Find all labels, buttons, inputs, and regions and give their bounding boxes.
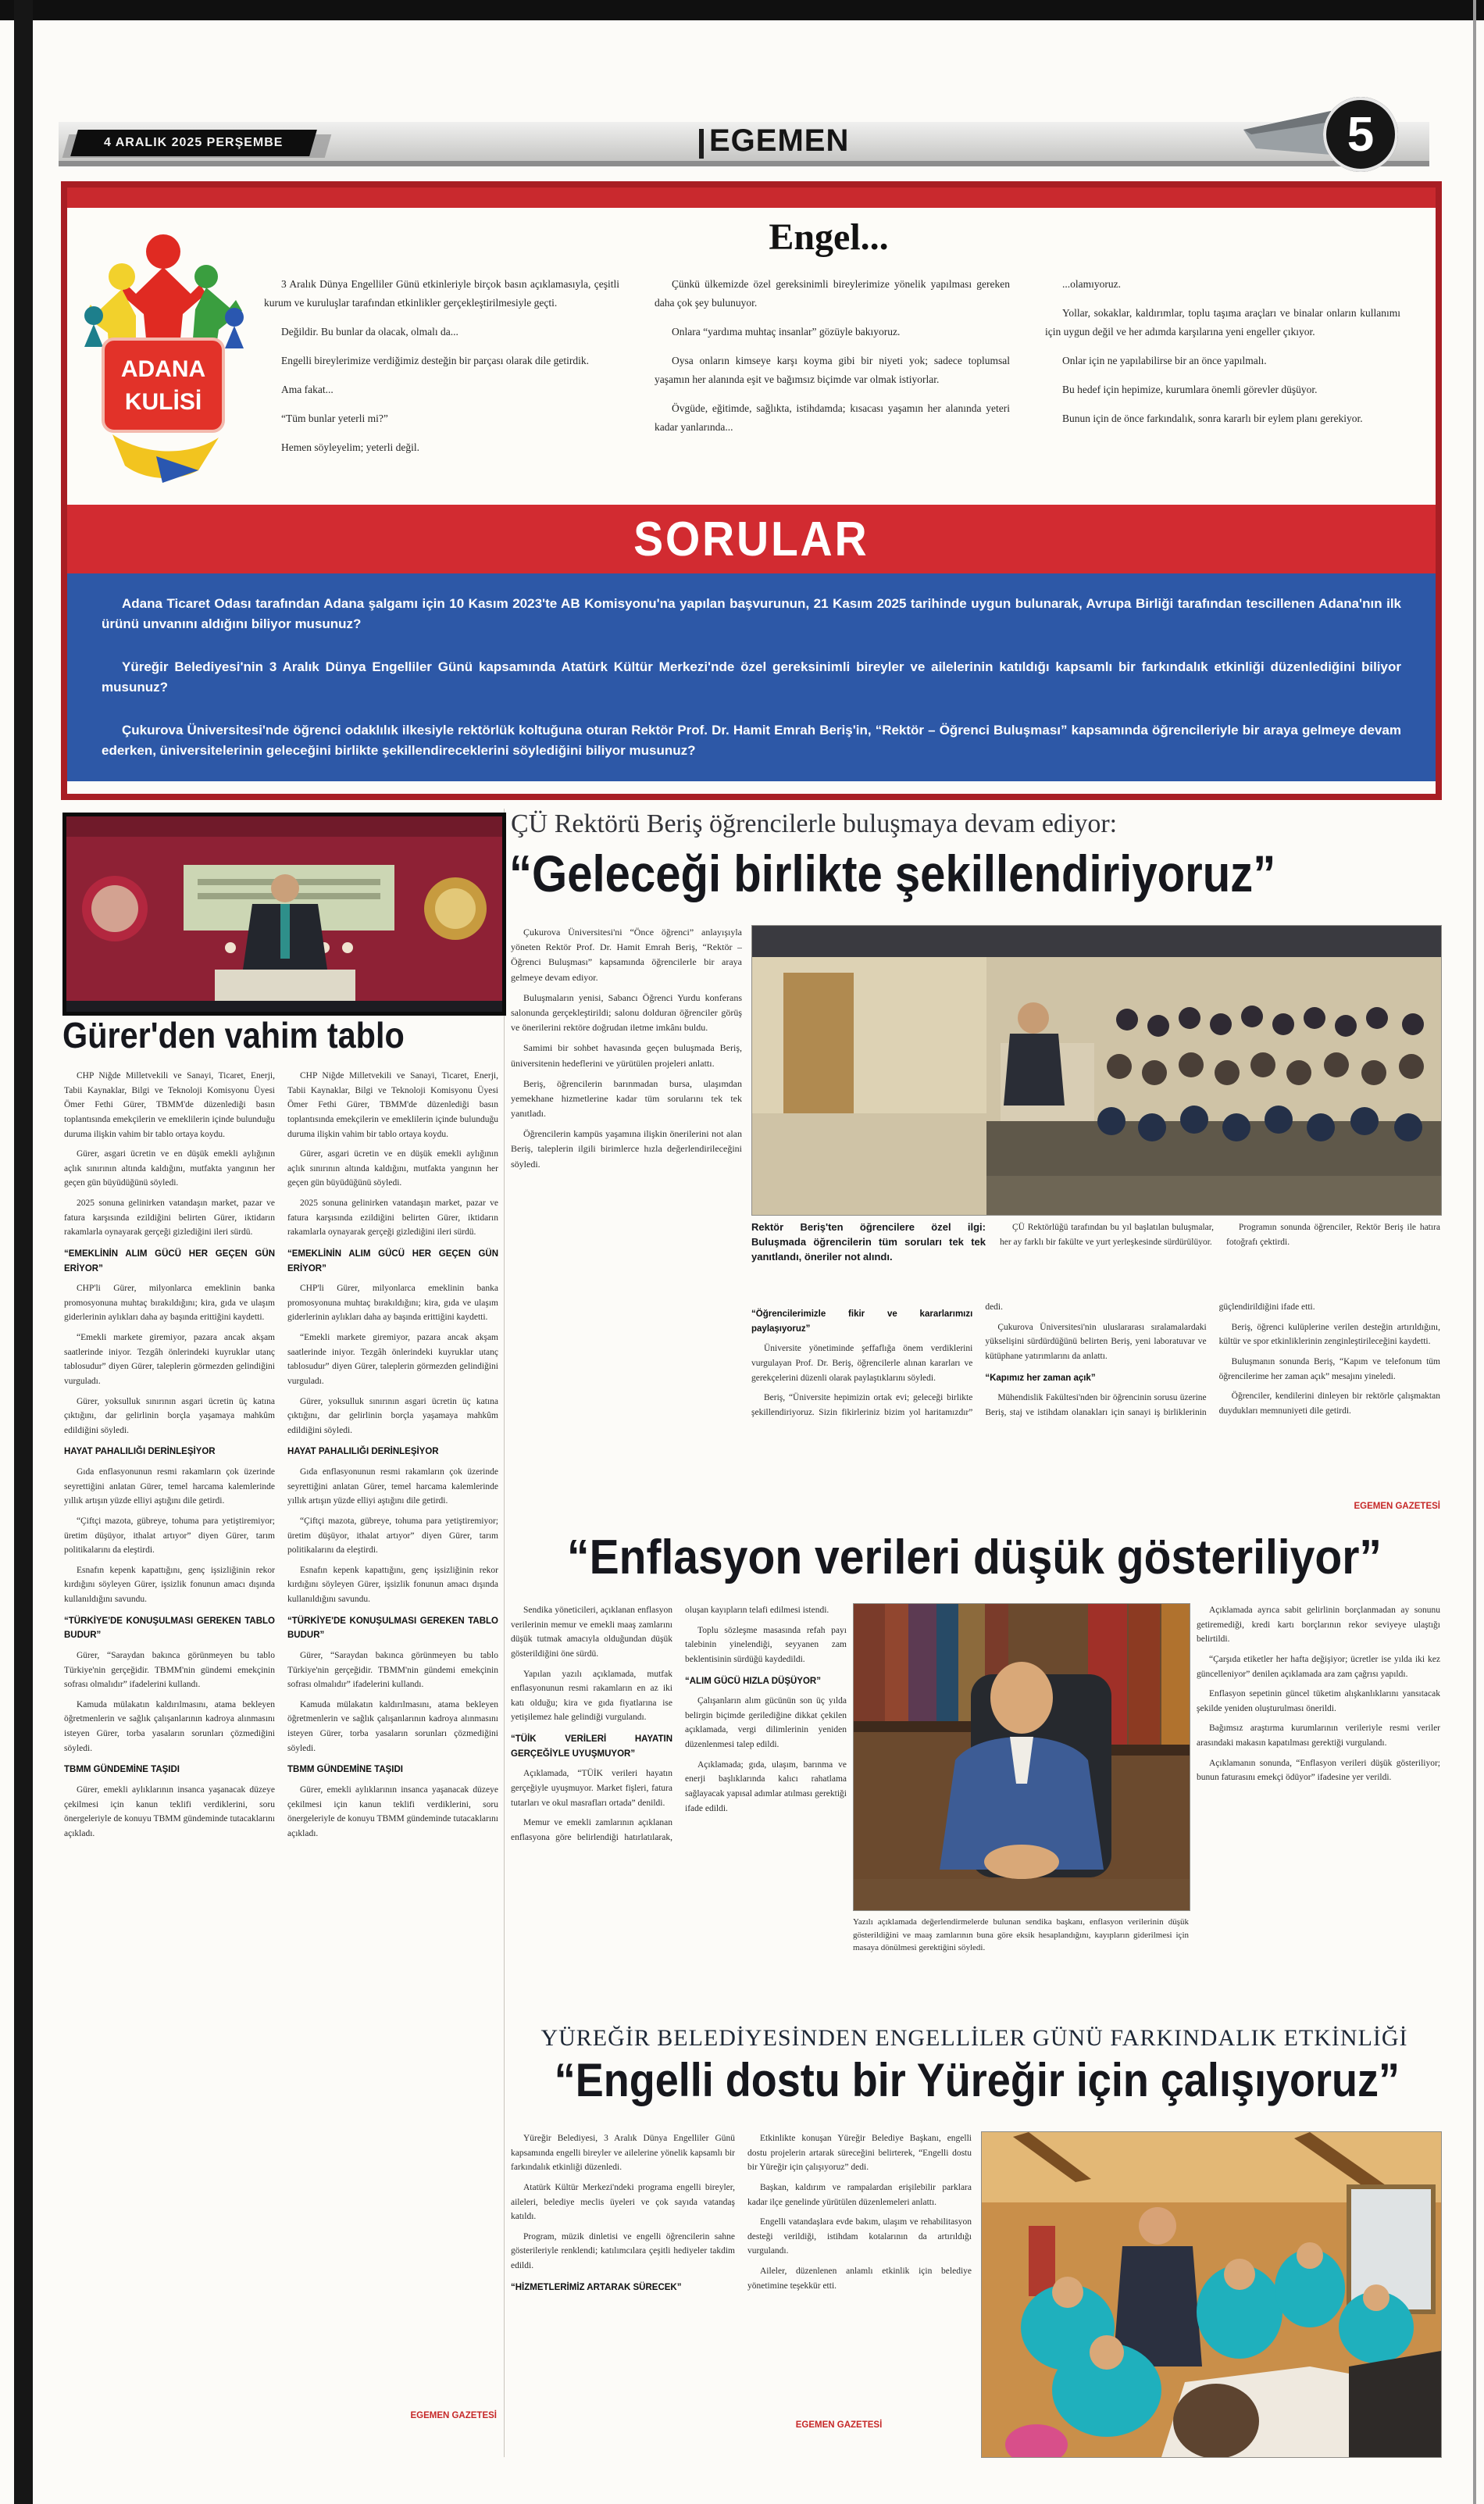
masthead-divider (699, 129, 704, 159)
page-left-border (14, 0, 33, 2504)
enflasyon-right-column: Açıklamada ayrıca sabit gelirlinin borçlanmadan ay sonunu getiremediği, kredi kartı borçlarının rekor seviyeye ulaştığı belirtildi. “Çarşıda etiketler her hafta değişiyor; ücretler ise yılda iki kez güncelleniyor” denilen açıklamada ara zam çağrısı yapıldı. Enflasyon sepetinin güncel tüketim alışkanlıklarını yansıtacak şekilde yeniden oluşturulması önerildi. Bağımsız araştırma kurumlarının verileriyle resmi veriler arasındaki makasın kapatılması gerektiği vurgulandı. Açıklamanın sonunda, “Enflasyon verileri düşük gösteriliyor; bunun faturasını emekçi ödüyor” ifadesine yer verildi. (1197, 1606, 1440, 1783)
gelecek-photo-caption: Rektör Beriş'ten öğrencilere özel ilgi: Buluşmada öğrencilerin tüm soruları tek tek yanıtlandı, öneriler not alındı. (751, 1221, 986, 1263)
gelecek-kicker: ÇÜ Rektörü Beriş öğrencilerle buluşmaya devam ediyor: (511, 809, 1118, 838)
yuregir-body: Yüreğir Belediyesi, 3 Aralık Dünya Engelliler Günü kapsamında engelli bireyler ve ailelerine yönelik kapsamlı bir farkındalık etkinliği düzenledi. Atatürk Kültür Merkezi'ndeki programa engelli bireyler, aileleri, belediye meclis üyeleri ve çok sayıda vatandaş katıldı. Program, müzik dinletisi ve engelli öğrencilerin sahne gösterileriyle renklendi; katılımcılara çeşitli hediyeler takdim edildi. “HİZMETLERİMİZ ARTARAK SÜRECEK” Etkinlikte konuşan Yüreğir Belediye Başkanı, engelli dostu projelerin artarak süreceğini belirterek, “Engelli dostu bir Yüreğir için çalışıyoruz” dedi. Başkan, kaldırım ve rampalardan erişilebilir parklara kadar ilçe genelinde yürütülen düzenlemeleri anlattı. Engelli vatandaşlara evde bakım, ulaşım ve rehabilitasyon desteği verildiği, istihdam kotalarının da artırıldığı vurgulandı. Aileler, düzenlenen anlamlı etkinlik için belediye yönetimine teşekkür etti. (511, 2134, 972, 2292)
logo-text-line2: KULİSİ (124, 389, 202, 415)
sorular-title: SORULAR (633, 512, 869, 566)
engel-column-1: 3 Aralık Dünya Engelliler Günü etkinleriyle birçok basın açıklamasıyla, çeşitli kurum ve kuruluşlar tarafından etkinlikler gerçekleştirilmesiyle geçti. Değildir. Bu bunlar da olacak, olmalı da... Engelli bireylerimize verdiğimiz desteğin bir parçası olarak dile getirdik. Ama fakat... “Tüm bunlar yeterli mi?” Hemen söyleyelim; yeterli değil. (264, 278, 619, 454)
yuregir-source: EGEMEN GAZETESİ (795, 2420, 883, 2430)
gurer-body: CHP Niğde Milletvekili ve Sanayi, Ticaret, Enerji, Tabii Kaynaklar, Bilgi ve Teknoloji Komisyonu Üyesi Ömer Fethi Gürer, TBMM'de düzenlediği basın toplantısında emekçilerin ve emeklilerin içinde bulunduğu duruma ilişkin vahim bir tablo ortaya koydu. Gürer, asgari ücretin ve en düşük emekli aylığının açlık sınırının altında kaldığını, mutfakta yangının her geçen gün büyüdüğünü söyledi. 2025 sonuna gelinirken vatandaşın market, pazar ve fatura karşısında ezildiğini belirten Gürer, iktidarın rakamlarla oynayarak gerçeği gizlediğini ileri sürdü. “EMEKLİNİN ALIM GÜCÜ HER GEÇEN GÜN ERİYOR” CHP'li Gürer, milyonlarca emeklinin banka promosyonuna muhtaç bırakıldığını; kira, gıda ve ulaşım giderlerinin aylıkları daha ay başında erittiğini kaydetti. “Emekli markete giremiyor, pazara ancak akşam saatlerinde iniyor. Tezgâh önlerindeki kuyruklar utanç tablosudur” diyen Gürer, taleplerin görmezden gelindiğini vurguladı. Gürer, yoksulluk sınırının asgari ücretin üç katına çıktığını, dar gelirlinin borçla yaşamaya mahkûm edildiğini söyledi. HAYAT PAHALILIĞI DERİNLEŞİYOR Gıda enflasyonunun resmi rakamların çok üzerinde seyrettiğini anlatan Gürer, temel harcama kalemlerinde yıllık artışın yüzde elliyi aştığını dile getirdi. “Çiftçi mazota, gübreye, tohuma para yetiştiremiyor; üretim düşüyor, ithalat artıyor” diyen Gürer, tarım politikalarını da eleştirdi. Esnafın kepenk kapattığını, genç işsizliğinin rekor kırdığını söyleyen Gürer, işsizlik fonunun amacı dışında kullanıldığını savundu. “TÜRKİYE'DE KONUŞULMASI GEREKEN TABLO BUDUR” Gürer, “Saraydan bakınca görünmeyen bu tablo Türkiye'nin gerçeğidir. TBMM'nin gündemi emekçinin sofrası olmalıdır” ifadelerini kullandı. Kamuda mülakatın kaldırılmasını, atama bekleyen öğretmenlerin ve sağlık çalışanlarının kadroya alınmasını isteyen Gürer, torba yasaların sorunları çözmediğini söyledi. TBMM GÜNDEMİNE TAŞIDI Gürer, emekli aylıklarının insanca yaşanacak düzeye çekilmesi için kanun teklifi verdiklerini, soru önergeleriyle de konuyu TBMM gündeminde tutacaklarını açıkladı. CHP Niğde Milletvekili ve Sanayi, Ticaret, Enerji, Tabii Kaynaklar, Bilgi ve Teknoloji Komisyonu Üyesi Ömer Fethi Gürer, TBMM'de düzenlediği basın toplantısında emekçilerin ve emeklilerin içinde bulunduğu duruma ilişkin vahim bir tablo ortaya koydu. Gürer, asgari ücretin ve en düşük emekli aylığının açlık sınırının altında kaldığını, mutfakta yangının her geçen gün büyüdüğünü söyledi. 2025 sonuna gelinirken vatandaşın market, pazar ve fatura karşısında ezildiğini belirten Gürer, iktidarın rakamlarla oynayarak gerçeği gizlediğini ileri sürdü. “EMEKLİNİN ALIM GÜCÜ HER GEÇEN GÜN ERİYOR” CHP'li Gürer, milyonlarca emeklinin banka promosyonuna muhtaç bırakıldığını; kira, gıda ve ulaşım giderlerinin aylıkları daha ay başında erittiğini kaydetti. “Emekli markete giremiyor, pazara ancak akşam saatlerinde iniyor. Tezgâh önlerindeki kuyruklar utanç tablosudur” diyen Gürer, taleplerin görmezden gelindiğini vurguladı. Gürer, yoksulluk sınırının asgari ücretin üç katına çıktığını, dar gelirlinin borçla yaşamaya mahkûm edildiğini söyledi. HAYAT PAHALILIĞI DERİNLEŞİYOR Gıda enflasyonunun resmi rakamların çok üzerinde seyrettiğini anlatan Gürer, temel harcama kalemlerinde yıllık artışın yüzde elliyi aştığını dile getirdi. “Çiftçi mazota, gübreye, tohuma para yetiştiremiyor; üretim düşüyor, ithalat artıyor” diyen Gürer, tarım politikalarını da eleştirdi. Esnafın kepenk kapattığını, genç işsizliğinin rekor kırdığını söyleyen Gürer, işsizlik fonunun amacı dışında kullanıldığını savundu. “TÜRKİYE'DE KONUŞULMASI GEREKEN TABLO BUDUR” Gürer, “Saraydan bakınca görünmeyen bu tablo Türkiye'nin gerçeğidir. TBMM'nin gündemi emekçinin sofrası olmalıdır” ifadelerini kullandı. Kamuda mülakatın kaldırılmasını, atama bekleyen öğretmenlerin ve sağlık çalışanlarının kadroya alınmasını isteyen Gürer, torba yasaların sorunları çözmediğini söyledi. TBMM GÜNDEMİNE TAŞIDI Gürer, emekli aylıklarının insanca yaşanacak düzeye çekilmesi için kanun teklifi verdiklerini, soru önergeleriyle de konuyu TBMM gündeminde tutacaklarını açıkladı. (64, 1071, 498, 1838)
yuregir-headline: “Engelli dostu bir Yüreğir için çalışıyoruz” (554, 2054, 1400, 2106)
page-number-badge (1323, 97, 1398, 172)
gelecek-caption-side: ÇÜ Rektörlüğü tarafından bu yıl başlatılan buluşmalar, her ay farklı bir fakülte ve yurt yerleşkesinde sürdürülüyor. Programın sonunda öğrenciler, Rektör Beriş ile hatıra fotoğrafı çektirdi. (1000, 1223, 1440, 1247)
masthead: EGEMEN (709, 123, 850, 158)
photo-gurer-tbmm (62, 813, 506, 1016)
sorular-band (67, 505, 1436, 573)
issue-date: 4 ARALIK 2025 PERŞEMBE (104, 136, 284, 149)
engel-column-3: ...olamıyoruz. Yollar, sokaklar, kaldırımlar, toplu taşıma araçları ve binalar onların kullanımı için uygun değil ve her adımda karşılarına yeni engeller çıkıyor. Onlar için ne yapılabilirse bir an önce yapılmalı. Bu hedef için hepimize, kurumlara önemli görevler düşüyor. Bunun için de önce farkındalık, sonra kararlı bir eylem planı gerekiyor. (1045, 278, 1400, 425)
engel-title: Engel... (769, 216, 889, 258)
yuregir-kicker: YÜREĞİR BELEDİYESİNDEN ENGELLİLER GÜNÜ FARKINDALIK ETKİNLİĞİ (540, 2025, 1408, 2051)
enflasyon-photo-caption: Yazılı açıklamada değerlendirmelerde bulunan sendika başkanı, enflasyon verilerinin düşük gösterildiğini ve maaş zamlarının buna göre eksik hesaplandığını, kayıpların giderilmesi için masaya dönülmesi gerektiğini söyledi. (853, 1917, 1189, 1952)
column-rule (504, 809, 505, 2457)
box-top-strip (67, 188, 1436, 208)
photo-rektor-bulusma (751, 925, 1442, 1216)
gelecek-body-bottom: “Öğrencilerimizle fikir ve kararlarımızı paylaşıyoruz” Üniversite yönetiminde şeffaflığa önem verdiklerini vurgulayan Prof. Dr. Beriş, öğrencilerle alınan kararları ve gerekçelerini düzenli olarak paylaştıklarını söyledi. Beriş, “Üniversite hepimizin ortak evi; geleceği birlikte şekillendiriyoruz. Sizin fikirleriniz bizim yol haritamızdır” dedi. Çukurova Üniversitesi'nin uluslararası sıralamalardaki yükselişini sürdürdüğünü belirten Beriş, yeni laboratuvar ve kütüphane yatırımlarını da anlattı. “Kapımız her zaman açık” Mühendislik Fakültesi'nden bir öğrencinin sorusu üzerine Beriş, staj ve istihdam olanakları için sanayi iş birliklerinin güçlendirildiğini ifade etti. Beriş, öğrenci kulüplerine verilen desteğin artırıldığını, kültür ve spor etkinliklerinin zenginleştirileceğini kaydetti. Buluşmanın sonunda Beriş, “Kapım ve telefonum tüm öğrencilerime her zaman açık” mesajını yineledi. Öğrenciler, kendilerini dinleyen bir rektörle çalışmaktan duydukları memnuniyeti dile getirdi. (751, 1302, 1440, 1417)
photo-yuregir-etkinlik (981, 2131, 1442, 2458)
gelecek-headline: “Geleceği birlikte şekillendiriyoruz” (509, 845, 1276, 902)
page-top-border (0, 0, 1484, 20)
enflasyon-headline: “Enflasyon verileri düşük gösteriliyor” (567, 1531, 1382, 1584)
page-right-border (1473, 0, 1476, 2504)
page-number: 5 (1347, 107, 1375, 162)
logo-figures (84, 234, 244, 355)
gelecek-column-1: Çukurova Üniversitesi'ni “Önce öğrenci” anlayışıyla yöneten Rektör Prof. Dr. Hamit Emrah Beriş, “Rektör – Öğrenci Buluşması” kapsamında öğrencilerle bir araya gelmeye devam ediyor. Buluşmaların yenisi, Sabancı Öğrenci Yurdu konferans salonunda gerçekleştirildi; salonu dolduran öğrenciler görüş ve önerilerini rektöre doğrudan iletme imkânı buldu. Samimi bir sohbet havasında geçen buluşmada Beriş, üniversitenin hedeflerini ve yürütülen projeleri anlattı. Beriş, öğrencilerin barınmadan bursa, ulaşımdan yemekhane hizmetlerine kadar tüm sorularını tek tek yanıtladı. Öğrencilerin kampüs yaşamına ilişkin önerilerini not alan Beriş, taleplerin ilgili birimlerce hızla değerlendirileceğini söyledi. (511, 927, 742, 1170)
gurer-headline: Gürer'den vahim tablo (62, 1015, 405, 1056)
logo-text-line1: ADANA (120, 356, 206, 382)
enflasyon-left-columns: Sendika yöneticileri, açıklanan enflasyon verilerinin memur ve emekli maaş zamlarını düşük tutmak amacıyla olduğundan düşük gösterildiğini öne sürdü. Yapılan yazılı açıklamada, mutfak enflasyonunun resmi rakamların en az iki katı olduğu; kira ve gıda fiyatlarına ise yetişilemez hale gelindiği vurgulandı. “TÜİK VERİLERİ HAYATIN GERÇEĞİYLE UYUŞMUYOR” Açıklamada, “TÜİK verileri hayatın gerçeğiyle uyuşmuyor. Market fişleri, fatura tutarları ve okul masrafları ortada” denildi. Memur ve emekli zamlarının açıklanan enflasyona göre belirlendiği hatırlatılarak, oluşan kayıpların telafi edilmesi istendi. Toplu sözleşme masasında refah payı talebinin yinelendiği, seyyanen zam beklentisinin sürdüğü kaydedildi. “ALIM GÜCÜ HIZLA DÜŞÜYOR” Çalışanların alım gücünün son üç yılda belirgin biçimde gerilediğine dikkat çekilen açıklamada, vergi dilimlerinin yeniden düzenlenmesi talep edildi. Açıklamada; gıda, ulaşım, barınma ve enerji başlıklarında kalıcı rahatlama sağlayacak yapısal adımlar atılması gerektiği ifade edildi. (511, 1606, 847, 1842)
adana-kulisi-logo (81, 222, 245, 483)
photo-sendika-baskani (853, 1603, 1190, 1911)
engel-column-2: Çünkü ülkemizde özel gereksinimli bireylerimize yönelik yapılması gereken daha çok şey bulunuyor. Onlara “yardıma muhtaç insanlar” gözüyle bakıyoruz. Oysa onların kimseye karşı koyma gibi bir niyeti yok; sadece toplumsal yaşamın her alanında eşit ve bağımsız biçimde var olmak istiyorlar. Övgüde, eğitimde, sağlıkta, istihdamda; kısacası yaşamın her alanında yeteri kadar yanlarında... (655, 278, 1010, 434)
gelecek-source: EGEMEN GAZETESİ (1354, 1502, 1440, 1511)
gurer-source: EGEMEN GAZETESİ (410, 2411, 497, 2420)
date-strip (70, 130, 317, 156)
engel-sorular-box (61, 181, 1442, 800)
sorular-questions: Adana Ticaret Odası tarafından Adana şalgamı için 10 Kasım 2023'te AB Komisyonu'na yapılan başvurunun, 21 Kasım 2025 tarihinde uygun bulunarak, Avrupa Birliği tarafından tescillenen Adana'nın ilk ürünü unvanını aldığını biliyor musunuz? Yüreğir Belediyesi'nin 3 Aralık Dünya Engelliler Günü kapsamında Atatürk Kültür Merkezi'nde özel gereksinimli bireyler ve ailelerinin katıldığı kapsamlı bir farkındalık etkinliği düzenlediğini biliyor musunuz? Çukurova Üniversitesi'nde öğrenci odaklılık ilkesiyle rektörlük koltuğuna oturan Rektör Prof. Dr. Hamit Emrah Beriş'in, “Rektör – Öğrenci Buluşması” kapsamında öğrencileriyle bir araya gelmeye devam ederken, üniversitelerinin geleceğini birlikte şekillendireceklerini söylediğini biliyor musunuz? (67, 573, 1436, 781)
